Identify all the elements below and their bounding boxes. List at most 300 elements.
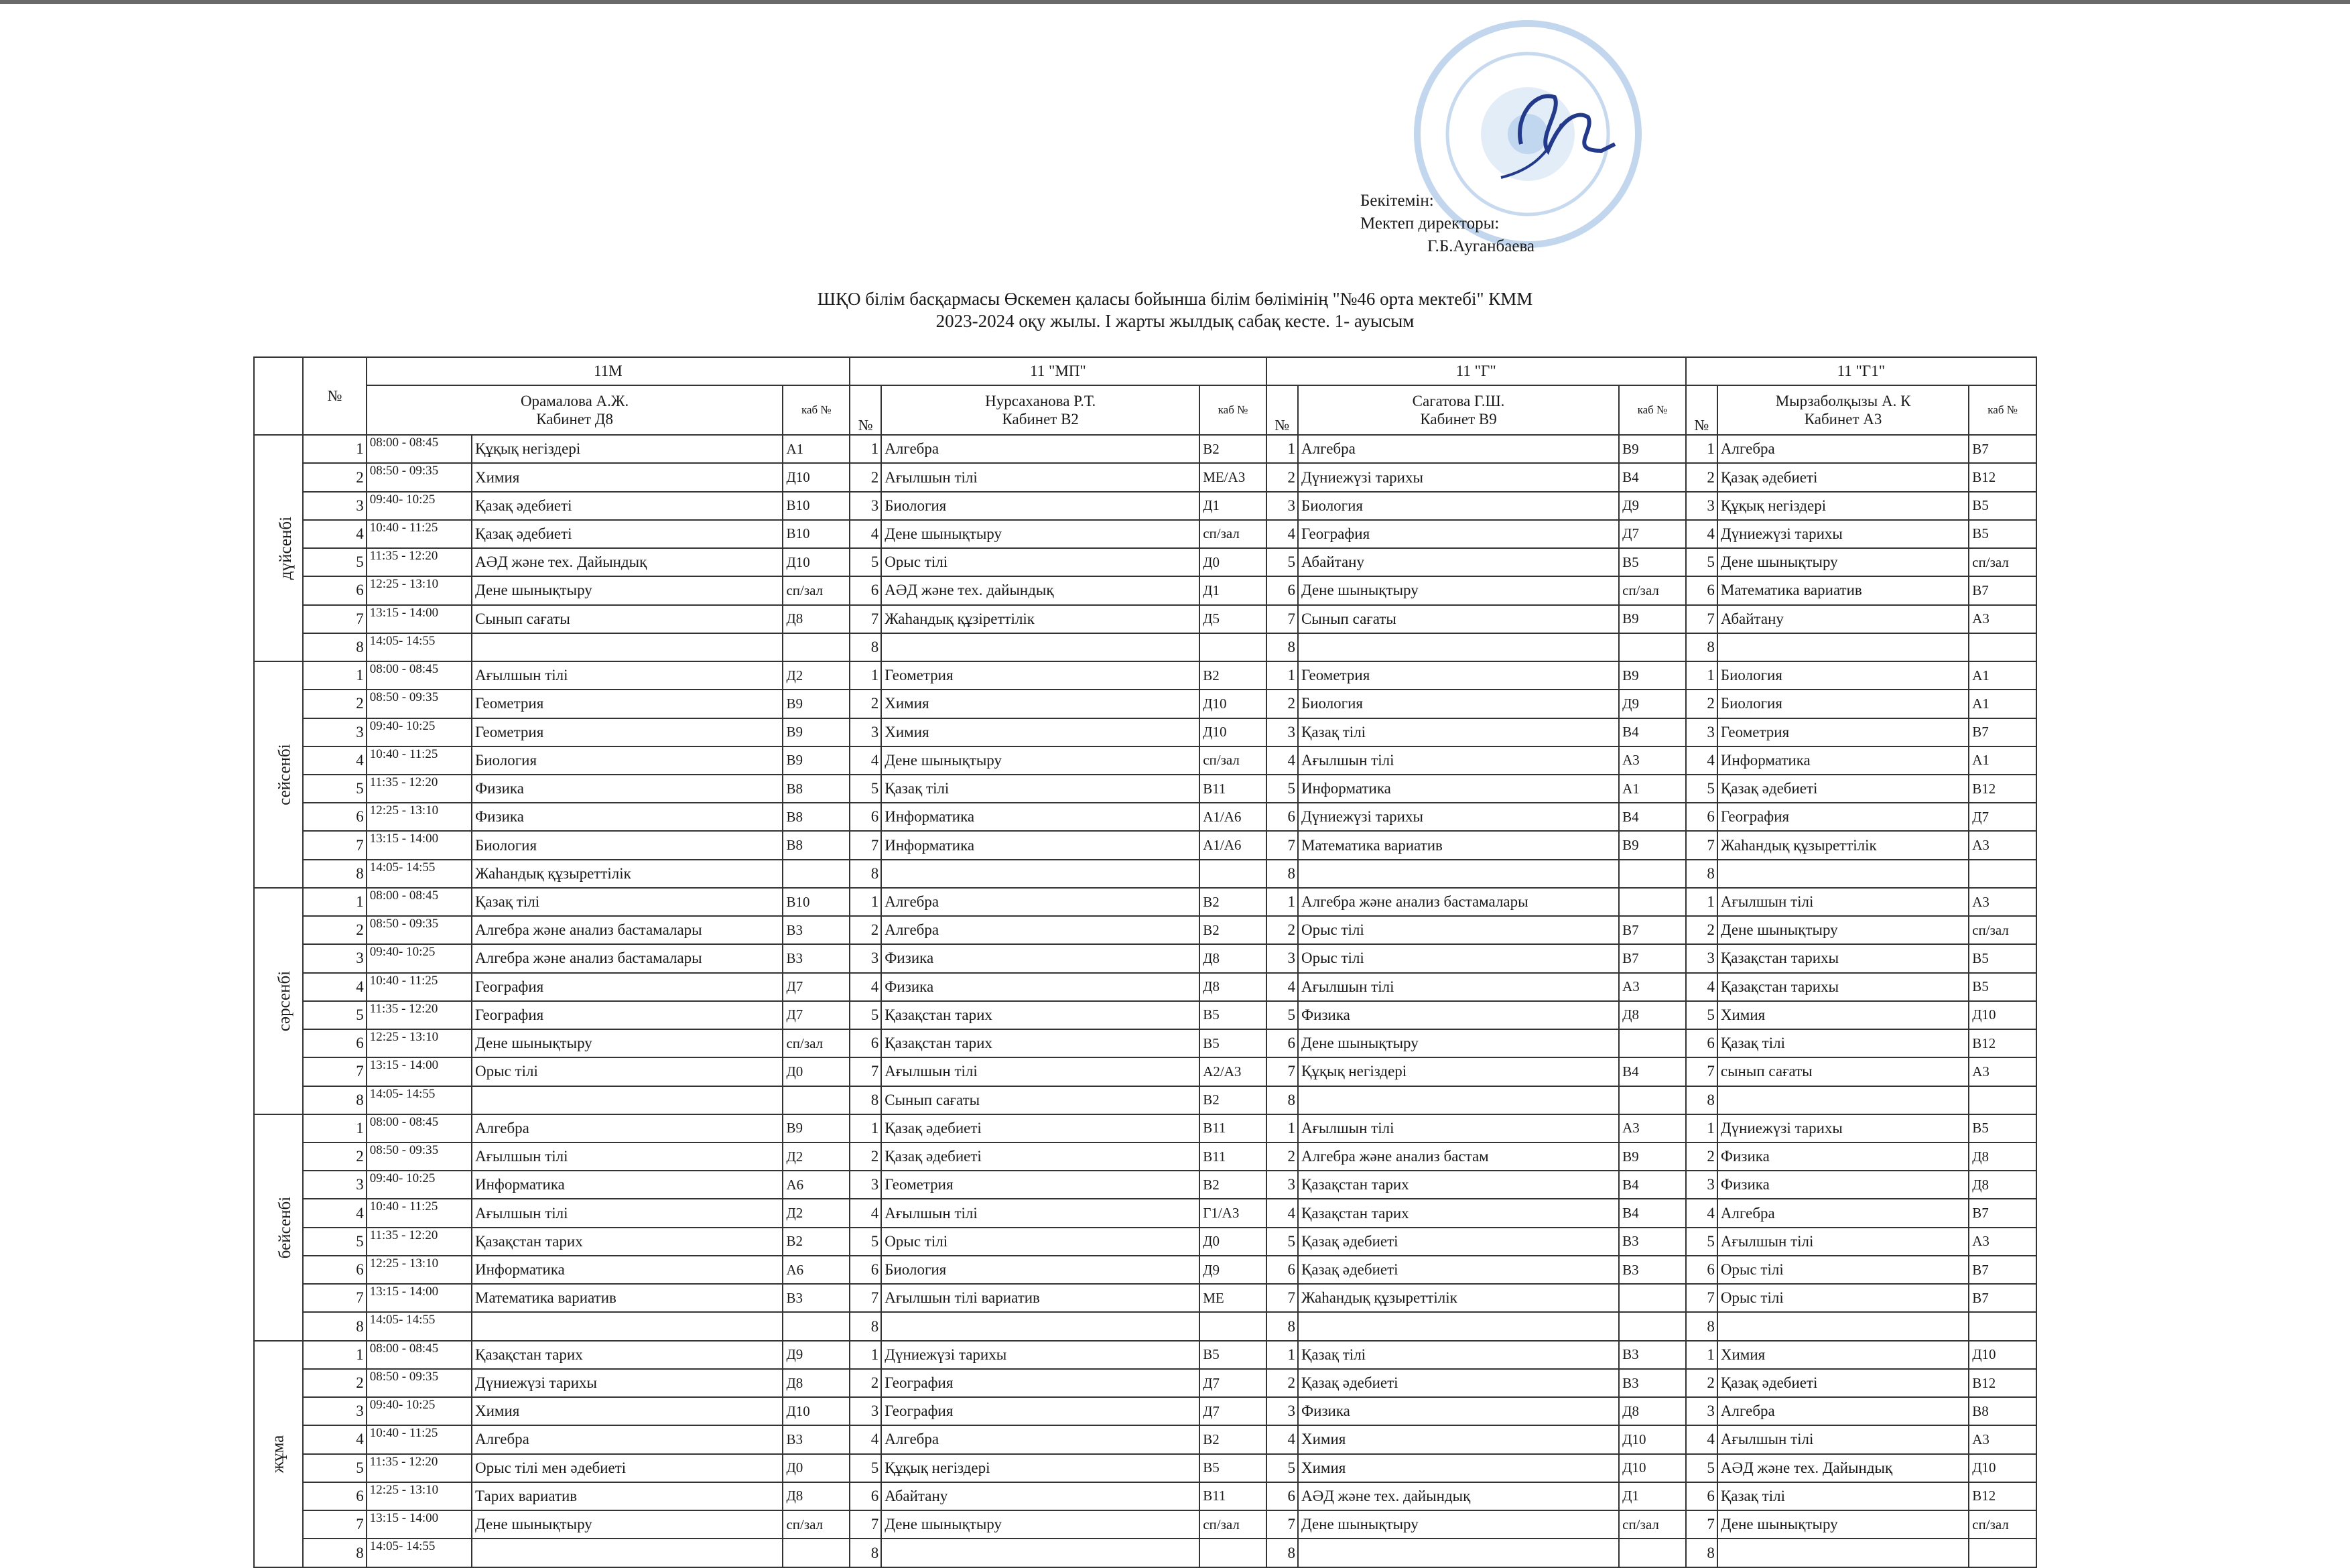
lesson-number: 4 <box>1266 1199 1298 1227</box>
lesson-number: 1 <box>303 435 366 463</box>
lesson-row <box>254 1369 2036 1397</box>
subject-cell: Алгебра <box>1298 435 1619 463</box>
room-cell <box>1619 633 1686 661</box>
lesson-time: 10:40 - 11:25 <box>367 520 472 548</box>
room-cell: Д8 <box>783 1369 850 1397</box>
lesson-number: 4 <box>1686 973 1717 1001</box>
room-cell <box>1969 860 2036 888</box>
lesson-number: 8 <box>850 860 881 888</box>
subject-cell: Ағылшын тілі <box>881 1199 1199 1227</box>
room-cell: Д7 <box>1199 1397 1266 1425</box>
room-cell: В8 <box>1969 1397 2036 1425</box>
subject-cell: Биология <box>1717 661 1969 690</box>
subject-cell: Алгебра <box>1717 435 1969 463</box>
subject-cell: Қазақ әдебиеті <box>1717 1369 1969 1397</box>
lesson-number: 3 <box>1686 944 1717 972</box>
room-cell: В10 <box>783 888 850 916</box>
subject-cell: Математика вариатив <box>1717 576 1969 604</box>
subject-cell: Физика <box>1717 1171 1969 1199</box>
lesson-row <box>254 1029 2036 1057</box>
subject-cell: Дене шынықтыру <box>881 1510 1199 1539</box>
lesson-time: 08:00 - 08:45 <box>367 888 472 916</box>
lesson-row <box>254 1454 2036 1482</box>
subject-cell: География <box>1717 803 1969 831</box>
lesson-number: 2 <box>1266 690 1298 718</box>
subject-cell: Дене шынықтыру <box>1298 1029 1619 1057</box>
subject-cell: Қазақ әдебиеті <box>1298 1228 1619 1256</box>
lesson-time: 11:35 - 12:20 <box>367 1228 472 1256</box>
subject-cell: Абайтану <box>1717 605 1969 633</box>
subject-cell: Химия <box>1717 1341 1969 1369</box>
subject-cell: Алгебра және анализ бастамалары <box>472 916 783 944</box>
room-cell: Д8 <box>783 1482 850 1510</box>
lesson-number: 4 <box>850 973 881 1001</box>
lesson-number: 7 <box>303 831 366 859</box>
lesson-number: 5 <box>1686 1001 1717 1029</box>
teacher-room: Кабинет В2 <box>1002 411 1079 428</box>
lesson-row <box>254 633 2036 661</box>
subject-cell: География <box>472 1001 783 1029</box>
lesson-time: 08:50 - 09:35 <box>367 1142 472 1171</box>
lesson-number: 8 <box>850 1086 881 1114</box>
lesson-number: 2 <box>303 1142 366 1171</box>
day-name-cell <box>254 661 303 888</box>
subject-cell: Ағылшын тілі <box>1298 746 1619 775</box>
subject-cell: Ағылшын тілі <box>1717 888 1969 916</box>
class-header-row <box>254 357 2036 385</box>
lesson-number: 4 <box>1266 520 1298 548</box>
subject-cell: Алгебра және анализ бастам <box>1298 1142 1619 1171</box>
subject-cell: Қазақ әдебиеті <box>881 1142 1199 1171</box>
lesson-number: 3 <box>303 1171 366 1199</box>
lesson-time: 08:50 - 09:35 <box>367 916 472 944</box>
subject-cell: Биология <box>472 746 783 775</box>
lesson-row <box>254 492 2036 520</box>
subject-cell: Информатика <box>1298 775 1619 803</box>
lesson-number: 7 <box>303 1057 366 1086</box>
lesson-number: 6 <box>850 1029 881 1057</box>
document-title <box>0 288 2350 332</box>
room-cell: Д5 <box>1199 605 1266 633</box>
room-cell: Д0 <box>783 1454 850 1482</box>
room-cell: В4 <box>1619 1057 1686 1086</box>
lesson-number: 6 <box>850 803 881 831</box>
room-cell: В9 <box>1619 605 1686 633</box>
room-cell <box>1619 1029 1686 1057</box>
subject-cell: Информатика <box>881 803 1199 831</box>
lesson-number: 2 <box>1686 1142 1717 1171</box>
room-cell <box>1969 1539 2036 1567</box>
room-cell: Д8 <box>1199 973 1266 1001</box>
lesson-number: 7 <box>850 831 881 859</box>
room-cell: Д2 <box>783 661 850 690</box>
lesson-number: 1 <box>303 1114 366 1142</box>
lesson-number: 4 <box>850 1425 881 1453</box>
lesson-number: 8 <box>303 1086 366 1114</box>
subject-cell: Қазақстан тарихы <box>1717 973 1969 1001</box>
lesson-time: 14:05- 14:55 <box>367 633 472 661</box>
subject-cell <box>1717 1312 1969 1340</box>
lesson-number: 1 <box>1686 888 1717 916</box>
subject-cell: Алгебра <box>1717 1199 1969 1227</box>
subject-cell: Сынып сағаты <box>881 1086 1199 1114</box>
subject-cell <box>1298 633 1619 661</box>
room-cell: А3 <box>1969 888 2036 916</box>
room-cell: Д7 <box>1199 1369 1266 1397</box>
lesson-number: 4 <box>303 746 366 775</box>
lesson-number: 5 <box>1686 1454 1717 1482</box>
lesson-number: 3 <box>1266 492 1298 520</box>
lesson-number: 7 <box>1686 831 1717 859</box>
room-cell: В7 <box>1969 718 2036 746</box>
day-name: дүйсенбі <box>277 517 296 580</box>
subject-cell: Информатика <box>1717 746 1969 775</box>
room-cell: В2 <box>1199 1171 1266 1199</box>
room-cell: Д7 <box>1969 803 2036 831</box>
lesson-time: 08:50 - 09:35 <box>367 690 472 718</box>
lesson-number: 3 <box>850 1171 881 1199</box>
room-cell: В4 <box>1619 718 1686 746</box>
lesson-number: 5 <box>850 1454 881 1482</box>
room-cell: А1 <box>1969 690 2036 718</box>
lesson-row <box>254 690 2036 718</box>
room-cell: В5 <box>1199 1029 1266 1057</box>
room-cell: В7 <box>1969 576 2036 604</box>
teacher-cell <box>1717 385 1969 435</box>
class-name: 11 "Г" <box>1266 357 1686 385</box>
room-cell: А1 <box>1619 775 1686 803</box>
room-cell: Д10 <box>1619 1454 1686 1482</box>
room-cell <box>1619 860 1686 888</box>
lesson-time: 08:00 - 08:45 <box>367 1114 472 1142</box>
subject-cell: Физика <box>472 775 783 803</box>
lesson-time: 13:15 - 14:00 <box>367 1510 472 1539</box>
room-cell: Д10 <box>783 1397 850 1425</box>
subject-cell: АӘД және тех. Дайындық <box>1717 1454 1969 1482</box>
lesson-time: 09:40- 10:25 <box>367 492 472 520</box>
subject-cell: Қазақ әдебиеті <box>1298 1369 1619 1397</box>
lesson-row <box>254 520 2036 548</box>
room-cell: Д9 <box>1619 690 1686 718</box>
room-cell: Д10 <box>1969 1454 2036 1482</box>
subject-cell: Алгебра <box>1717 1397 1969 1425</box>
subject-cell: Абайтану <box>1298 548 1619 576</box>
lesson-row <box>254 944 2036 972</box>
subject-cell: Химия <box>1717 1001 1969 1029</box>
room-cell <box>1969 1312 2036 1340</box>
subject-cell: Алгебра <box>472 1114 783 1142</box>
subject-cell: Орыс тілі <box>1298 944 1619 972</box>
subject-cell: Орыс тілі <box>1717 1284 1969 1312</box>
room-cell: сп/зал <box>1619 576 1686 604</box>
room-cell: В7 <box>1969 1284 2036 1312</box>
lesson-number: 5 <box>1266 1454 1298 1482</box>
subject-cell: Қазақстан тарих <box>881 1001 1199 1029</box>
subject-cell: Дене шынықтыру <box>1717 548 1969 576</box>
subject-cell: Алгебра <box>881 435 1199 463</box>
lesson-number: 7 <box>1266 1057 1298 1086</box>
room-cell: В2 <box>1199 916 1266 944</box>
subject-cell: Физика <box>472 803 783 831</box>
room-cell: А6 <box>783 1171 850 1199</box>
room-cell: Д10 <box>783 463 850 491</box>
subject-cell: География <box>472 973 783 1001</box>
teacher-cell <box>881 385 1199 435</box>
lesson-number: 5 <box>1686 548 1717 576</box>
subject-cell: Құқық негіздері <box>472 435 783 463</box>
subject-cell: Дене шынықтыру <box>1298 576 1619 604</box>
subject-cell: Алгебра <box>881 1425 1199 1453</box>
subject-cell: Ағылшын тілі <box>472 1142 783 1171</box>
lesson-number: 4 <box>1686 1199 1717 1227</box>
subject-cell <box>1298 1086 1619 1114</box>
room-cell: Д8 <box>1969 1142 2036 1171</box>
lesson-number: 2 <box>850 690 881 718</box>
approval-line-2: Мектеп директоры: <box>1360 214 1500 233</box>
lesson-number: 1 <box>1266 888 1298 916</box>
lesson-number: 2 <box>1266 1142 1298 1171</box>
lesson-number: 3 <box>1686 718 1717 746</box>
room-cell: В9 <box>1619 831 1686 859</box>
lesson-number: 5 <box>850 1001 881 1029</box>
room-cell: В2 <box>1199 435 1266 463</box>
lesson-row <box>254 1199 2036 1227</box>
lesson-number: 7 <box>303 605 366 633</box>
subject-cell: Биология <box>1298 690 1619 718</box>
lesson-number: 4 <box>850 1199 881 1227</box>
room-cell: В4 <box>1619 1171 1686 1199</box>
lesson-number: 1 <box>850 888 881 916</box>
subject-cell: Орыс тілі мен әдебиеті <box>472 1454 783 1482</box>
lesson-time: 08:00 - 08:45 <box>367 435 472 463</box>
room-cell: сп/зал <box>783 1510 850 1539</box>
schedule-table <box>253 356 2037 1568</box>
lesson-number: 7 <box>303 1284 366 1312</box>
subject-cell: Геометрия <box>881 1171 1199 1199</box>
room-cell: В3 <box>783 1425 850 1453</box>
subject-cell: Дене шынықтыру <box>881 520 1199 548</box>
lesson-number: 6 <box>1686 1256 1717 1284</box>
day-name-cell <box>254 1114 303 1341</box>
lesson-number: 2 <box>1686 916 1717 944</box>
room-cell: В11 <box>1199 775 1266 803</box>
room-cell: В8 <box>783 775 850 803</box>
lesson-row <box>254 1284 2036 1312</box>
lesson-number: 5 <box>850 548 881 576</box>
lesson-row <box>254 1312 2036 1340</box>
subject-cell <box>472 633 783 661</box>
lesson-number: 4 <box>303 973 366 1001</box>
lesson-number: 6 <box>1686 1482 1717 1510</box>
room-cell: В10 <box>783 520 850 548</box>
subject-cell: Сынып сағаты <box>1298 605 1619 633</box>
lesson-time: 13:15 - 14:00 <box>367 1284 472 1312</box>
lesson-time: 09:40- 10:25 <box>367 1397 472 1425</box>
room-cell: Д2 <box>783 1199 850 1227</box>
subject-cell: География <box>881 1369 1199 1397</box>
lesson-number: 1 <box>850 1341 881 1369</box>
lesson-time: 09:40- 10:25 <box>367 1171 472 1199</box>
lesson-row <box>254 860 2036 888</box>
subject-cell: Сынып сағаты <box>472 605 783 633</box>
subject-cell: Дене шынықтыру <box>472 1029 783 1057</box>
lesson-number: 8 <box>1266 860 1298 888</box>
lesson-number: 8 <box>850 1539 881 1567</box>
room-cell: В9 <box>783 718 850 746</box>
lesson-number: 7 <box>1686 1284 1717 1312</box>
lesson-number: 5 <box>303 1001 366 1029</box>
lesson-time: 11:35 - 12:20 <box>367 1454 472 1482</box>
subject-cell: Қазақ әдебиеті <box>472 492 783 520</box>
lesson-number: 4 <box>1686 746 1717 775</box>
lesson-number: 5 <box>850 1228 881 1256</box>
room-cell: А1 <box>1969 746 2036 775</box>
room-cell: А3 <box>1969 1057 2036 1086</box>
room-cell: Д10 <box>1199 718 1266 746</box>
subject-cell: Геометрия <box>1717 718 1969 746</box>
lesson-number: 3 <box>1266 718 1298 746</box>
subject-cell: Математика вариатив <box>472 1284 783 1312</box>
subject-cell: Информатика <box>472 1256 783 1284</box>
lesson-number: 4 <box>303 1199 366 1227</box>
room-header: каб № <box>1199 385 1266 435</box>
lesson-row <box>254 1482 2036 1510</box>
subject-cell: Ағылшын тілі <box>1298 1114 1619 1142</box>
lesson-number: 1 <box>1266 1341 1298 1369</box>
lesson-row <box>254 1142 2036 1171</box>
room-cell: В9 <box>783 690 850 718</box>
subject-cell: Қазақ әдебиеті <box>1717 463 1969 491</box>
lesson-number: 6 <box>303 803 366 831</box>
lesson-time: 12:25 - 13:10 <box>367 1482 472 1510</box>
subject-cell: Ағылшын тілі <box>881 1057 1199 1086</box>
lesson-row <box>254 718 2036 746</box>
lesson-number: 4 <box>1686 520 1717 548</box>
room-cell: В12 <box>1969 775 2036 803</box>
lesson-number: 4 <box>850 520 881 548</box>
subject-cell: Ағылшын тілі <box>1298 973 1619 1001</box>
subject-cell: Физика <box>1298 1001 1619 1029</box>
room-cell: сп/зал <box>1969 916 2036 944</box>
lesson-number: 1 <box>850 661 881 690</box>
room-cell: В2 <box>1199 1086 1266 1114</box>
lesson-number: 8 <box>1266 633 1298 661</box>
room-cell: В3 <box>783 1284 850 1312</box>
room-header: каб № <box>783 385 850 435</box>
room-cell: МЕ <box>1199 1284 1266 1312</box>
lesson-number: 8 <box>1686 1539 1717 1567</box>
subject-cell: Дене шынықтыру <box>1717 916 1969 944</box>
room-cell: В2 <box>1199 888 1266 916</box>
subject-cell: Орыс тілі <box>881 548 1199 576</box>
room-cell: Д8 <box>1199 944 1266 972</box>
lesson-number: 4 <box>1266 746 1298 775</box>
room-cell: Д1 <box>1619 1482 1686 1510</box>
subject-cell: Қазақ әдебиеті <box>881 1114 1199 1142</box>
room-cell: А1 <box>1969 661 2036 690</box>
lesson-number: 3 <box>1686 1397 1717 1425</box>
subject-cell: География <box>1298 520 1619 548</box>
room-header: каб № <box>1969 385 2036 435</box>
room-cell: В11 <box>1199 1114 1266 1142</box>
room-cell: В4 <box>1619 803 1686 831</box>
room-header: каб № <box>1619 385 1686 435</box>
lesson-row <box>254 1341 2036 1369</box>
lesson-number: 5 <box>303 548 366 576</box>
lesson-number: 2 <box>1686 690 1717 718</box>
lesson-number: 6 <box>1266 1256 1298 1284</box>
room-cell: В9 <box>1619 1142 1686 1171</box>
room-cell: В11 <box>1199 1142 1266 1171</box>
room-cell: сп/зал <box>1619 1510 1686 1539</box>
lesson-time: 14:05- 14:55 <box>367 1312 472 1340</box>
lesson-number: 5 <box>303 1228 366 1256</box>
lesson-row <box>254 1256 2036 1284</box>
room-cell: В8 <box>783 803 850 831</box>
lesson-row <box>254 661 2036 690</box>
lesson-number: 1 <box>1686 1341 1717 1369</box>
lesson-number: 5 <box>1266 775 1298 803</box>
room-cell: В12 <box>1969 463 2036 491</box>
room-cell: В5 <box>1969 492 2036 520</box>
lesson-number: 7 <box>850 1510 881 1539</box>
subject-cell: Қазақстан тарих <box>881 1029 1199 1057</box>
lesson-time: 14:05- 14:55 <box>367 1539 472 1567</box>
room-cell: В3 <box>783 916 850 944</box>
subject-cell: Геометрия <box>472 718 783 746</box>
lesson-time: 10:40 - 11:25 <box>367 973 472 1001</box>
teacher-name: Нурсаханова Р.Т. <box>985 393 1096 410</box>
subject-cell: География <box>881 1397 1199 1425</box>
room-cell: В5 <box>1969 1114 2036 1142</box>
lesson-time: 11:35 - 12:20 <box>367 548 472 576</box>
room-cell: В5 <box>1619 548 1686 576</box>
subject-cell: АӘД және тех. дайындық <box>1298 1482 1619 1510</box>
lesson-number: 2 <box>850 1142 881 1171</box>
subject-cell: Дүниежүзі тарихы <box>1298 803 1619 831</box>
room-cell: сп/зал <box>1199 1510 1266 1539</box>
room-cell: В2 <box>1199 1425 1266 1453</box>
subject-cell: Физика <box>881 944 1199 972</box>
lesson-time: 08:00 - 08:45 <box>367 661 472 690</box>
room-cell: В9 <box>1619 661 1686 690</box>
teacher-header-row <box>254 385 2036 435</box>
subject-cell: Жаһандық құзіреттілік <box>881 605 1199 633</box>
subject-cell: Алгебра <box>472 1425 783 1453</box>
subject-cell: Қазақ тілі <box>1717 1029 1969 1057</box>
subject-cell <box>472 1539 783 1567</box>
lesson-time: 12:25 - 13:10 <box>367 803 472 831</box>
lesson-number: 8 <box>1266 1312 1298 1340</box>
subject-cell: Жаһандық құзыреттілік <box>1298 1284 1619 1312</box>
room-cell: сп/зал <box>1199 520 1266 548</box>
subject-cell: Қазақстан тарих <box>472 1341 783 1369</box>
subject-cell: Құқық негіздері <box>1298 1057 1619 1086</box>
room-cell: В2 <box>1199 661 1266 690</box>
subject-cell: Химия <box>472 1397 783 1425</box>
lesson-number: 3 <box>303 718 366 746</box>
subject-cell: сынып сағаты <box>1717 1057 1969 1086</box>
lesson-number: 3 <box>1686 1171 1717 1199</box>
lesson-row <box>254 605 2036 633</box>
room-cell: Д9 <box>1199 1256 1266 1284</box>
lesson-number: 7 <box>1266 1510 1298 1539</box>
subject-cell: Дене шынықтыру <box>472 1510 783 1539</box>
subject-cell: Информатика <box>881 831 1199 859</box>
room-cell: В5 <box>1199 1341 1266 1369</box>
subject-cell: Ағылшын тілі <box>1717 1425 1969 1453</box>
day-name-cell <box>254 435 303 661</box>
